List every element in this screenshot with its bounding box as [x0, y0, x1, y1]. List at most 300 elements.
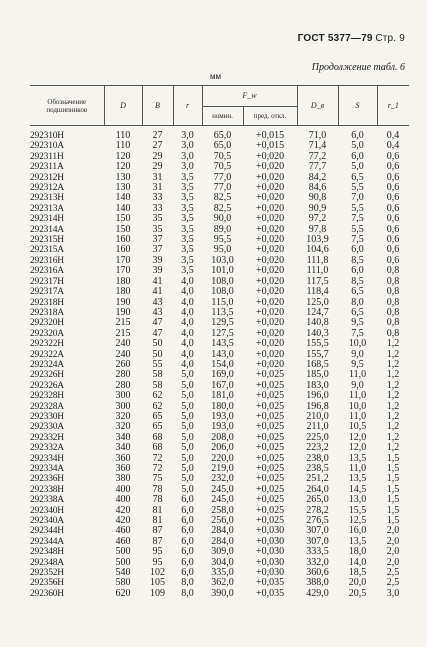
col-designation: Обозначение подшипников	[30, 86, 104, 126]
outer-diameter-cell: 140	[115, 193, 131, 204]
fw-nominal-cell: 284,0	[211, 526, 234, 537]
dv-cell: 388,0	[306, 578, 329, 589]
designation-cell: 292338H	[30, 484, 64, 495]
s-cell: 13,5	[348, 474, 367, 485]
width-cell: 105	[150, 578, 165, 589]
table-row	[30, 162, 409, 172]
fw-deviation-cell: +0,015	[255, 131, 285, 141]
s-cell: 5,5	[351, 183, 364, 194]
radius-cell: 3,5	[181, 235, 194, 246]
table-row	[30, 277, 409, 287]
s-cell: 7,5	[351, 214, 364, 225]
fw-nominal-cell: 89,0	[213, 224, 232, 235]
fw-nominal-cell: 113,5	[211, 307, 234, 318]
outer-diameter-cell: 340	[115, 432, 131, 443]
fw-deviation-cell: +0,020	[255, 297, 285, 308]
radius-cell: 3,0	[181, 131, 194, 141]
col-width: B	[142, 86, 173, 126]
width-cell: 39	[152, 266, 163, 277]
fw-nominal-cell: 115,0	[211, 297, 234, 308]
designation-cell: 292334H	[30, 453, 64, 464]
width-cell: 35	[152, 224, 163, 235]
fw-nominal-cell: 245,0	[211, 495, 234, 506]
r1-cell: 0,8	[386, 328, 400, 339]
outer-diameter-cell: 380	[115, 474, 131, 485]
dv-cell: 125,0	[306, 297, 329, 308]
outer-diameter-cell: 300	[115, 391, 131, 402]
width-cell: 65	[152, 422, 163, 433]
designation-cell: 292312H	[30, 172, 64, 183]
r1-cell: 1,2	[386, 401, 400, 412]
designation-cell: 292330H	[30, 411, 64, 422]
table-row	[30, 454, 409, 464]
r1-cell: 1,2	[386, 422, 400, 433]
table-row	[30, 558, 409, 568]
designation-cell: 292310H	[30, 131, 64, 141]
fw-deviation-cell: +0,025	[255, 474, 285, 485]
fw-nominal-cell: 256,0	[211, 516, 234, 527]
s-cell: 6,0	[351, 151, 364, 162]
radius-cell: 6,0	[181, 505, 194, 516]
width-cell: 81	[152, 516, 163, 527]
width-cell: 50	[152, 349, 163, 360]
col-radius: r	[173, 86, 202, 126]
fw-nominal-cell: 70,5	[213, 162, 232, 173]
table-row	[30, 412, 409, 422]
dv-cell: 238,5	[306, 464, 329, 474]
dv-cell: 333,5	[306, 547, 329, 558]
dv-cell: 332,0	[306, 557, 329, 568]
designation-cell: 292313A	[30, 203, 64, 214]
outer-diameter-cell: 500	[115, 547, 131, 558]
table-row	[30, 547, 409, 557]
dv-cell: 103,9	[306, 235, 329, 246]
s-cell: 14,0	[348, 557, 367, 568]
fw-deviation-cell: +0,030	[255, 547, 285, 558]
fw-deviation-cell: +0,020	[255, 255, 285, 266]
dv-cell: 84,6	[308, 183, 327, 194]
table-row	[30, 235, 409, 245]
fw-nominal-cell: 101,0	[211, 266, 234, 277]
dv-cell: 140,8	[306, 318, 329, 329]
dv-cell: 185,0	[306, 370, 329, 381]
s-cell: 5,5	[351, 203, 364, 214]
designation-cell: 292313H	[30, 193, 64, 204]
fw-deviation-cell: +0,020	[255, 359, 285, 370]
designation-cell: 292318A	[30, 307, 64, 318]
fw-deviation-cell: +0,025	[255, 443, 285, 454]
width-cell: 95	[152, 557, 163, 568]
table-row	[30, 381, 409, 391]
outer-diameter-cell: 320	[115, 411, 131, 422]
designation-cell: 292344A	[30, 536, 64, 547]
s-cell: 14,5	[348, 484, 367, 495]
radius-cell: 3,5	[181, 245, 194, 256]
page-header	[298, 33, 405, 44]
r1-cell: 0,6	[386, 151, 400, 162]
radius-cell: 3,5	[181, 203, 194, 214]
outer-diameter-cell: 580	[115, 578, 131, 589]
radius-cell: 6,0	[181, 568, 194, 579]
width-cell: 43	[152, 307, 163, 318]
table-row	[30, 131, 409, 141]
table-row	[30, 537, 409, 547]
radius-cell: 6,0	[181, 536, 194, 547]
s-cell: 15,5	[348, 505, 367, 516]
width-cell: 78	[152, 484, 163, 495]
s-cell: 18,0	[348, 547, 367, 558]
width-cell: 95	[152, 547, 163, 558]
r1-cell: 1,5	[386, 464, 400, 474]
s-cell: 16,0	[348, 526, 367, 537]
fw-nominal-cell: 193,0	[211, 422, 234, 433]
width-cell: 72	[152, 464, 163, 474]
width-cell: 27	[152, 131, 163, 141]
radius-cell: 4,0	[181, 339, 194, 350]
width-cell: 35	[152, 214, 163, 225]
s-cell: 10,0	[348, 401, 367, 412]
radius-cell: 3,5	[181, 266, 194, 277]
designation-cell: 292322H	[30, 339, 64, 350]
fw-nominal-cell: 143,0	[211, 349, 234, 360]
table-row	[30, 214, 409, 224]
fw-deviation-cell: +0,020	[255, 162, 285, 173]
designation-cell: 292310A	[30, 141, 64, 152]
table-row	[30, 298, 409, 308]
outer-diameter-cell: 260	[115, 359, 131, 370]
fw-nominal-cell: 309,0	[211, 547, 234, 558]
table-body	[30, 126, 409, 600]
fw-nominal-cell: 304,0	[211, 557, 234, 568]
table-row	[30, 318, 409, 328]
designation-cell: 292316H	[30, 255, 64, 266]
r1-cell: 2,0	[386, 526, 400, 537]
table-row	[30, 485, 409, 495]
outer-diameter-cell: 420	[115, 505, 131, 516]
dv-cell: 155,7	[306, 349, 329, 360]
outer-diameter-cell: 240	[115, 339, 131, 350]
width-cell: 62	[152, 391, 163, 402]
radius-cell: 4,0	[181, 307, 194, 318]
r1-cell: 1,5	[386, 453, 400, 464]
outer-diameter-cell: 160	[115, 245, 131, 256]
col-dv: D_в	[297, 86, 338, 126]
designation-cell: 292330A	[30, 422, 64, 433]
outer-diameter-cell: 215	[115, 318, 131, 329]
fw-deviation-cell: +0,020	[255, 235, 285, 246]
unit-label: мм	[210, 72, 221, 81]
outer-diameter-cell: 150	[115, 224, 131, 235]
width-cell: 102	[150, 568, 165, 579]
col-fw-nominal: номин.	[202, 107, 243, 126]
dv-cell: 97,2	[308, 214, 327, 225]
fw-nominal-cell: 82,5	[213, 203, 232, 214]
width-cell: 87	[152, 526, 163, 537]
width-cell: 29	[152, 162, 163, 173]
designation-cell: 292314H	[30, 214, 64, 225]
dv-cell: 307,0	[306, 526, 329, 537]
s-cell: 11,0	[348, 411, 367, 422]
radius-cell: 8,0	[181, 578, 194, 589]
outer-diameter-cell: 150	[115, 214, 131, 225]
radius-cell: 6,0	[181, 547, 194, 558]
radius-cell: 3,0	[181, 151, 194, 162]
table-row	[30, 256, 409, 266]
designation-cell: 292324A	[30, 359, 64, 370]
s-cell: 5,5	[351, 224, 364, 235]
designation-cell: 292338A	[30, 495, 64, 506]
outer-diameter-cell: 420	[115, 516, 131, 527]
width-cell: 58	[152, 380, 163, 391]
dv-cell: 223,2	[306, 443, 329, 454]
width-cell: 39	[152, 255, 163, 266]
fw-nominal-cell: 335,0	[211, 568, 234, 579]
s-cell: 11,0	[348, 391, 367, 402]
s-cell: 8,5	[351, 276, 364, 287]
outer-diameter-cell: 460	[115, 526, 131, 537]
s-cell: 5,0	[351, 162, 364, 173]
table-row	[30, 422, 409, 432]
width-cell: 41	[152, 276, 163, 287]
fw-deviation-cell: +0,025	[255, 391, 285, 402]
outer-diameter-cell: 280	[115, 370, 131, 381]
outer-diameter-cell: 140	[115, 203, 131, 214]
dv-cell: 124,7	[306, 307, 329, 318]
width-cell: 68	[152, 432, 163, 443]
width-cell: 37	[152, 235, 163, 246]
width-cell: 109	[150, 588, 165, 599]
r1-cell: 0,6	[386, 224, 400, 235]
dv-cell: 238,0	[306, 453, 329, 464]
outer-diameter-cell: 320	[115, 422, 131, 433]
radius-cell: 5,0	[181, 474, 194, 485]
fw-deviation-cell: +0,020	[255, 193, 285, 204]
fw-deviation-cell: +0,020	[255, 203, 285, 214]
fw-nominal-cell: 127,5	[211, 328, 234, 339]
r1-cell: 0,8	[386, 297, 400, 308]
table-row	[30, 391, 409, 401]
width-cell: 65	[152, 411, 163, 422]
radius-cell: 5,0	[181, 453, 194, 464]
r1-cell: 0,6	[386, 255, 400, 266]
r1-cell: 0,6	[386, 203, 400, 214]
s-cell: 12,5	[348, 516, 367, 527]
s-cell: 5,0	[351, 141, 364, 152]
width-cell: 33	[152, 193, 163, 204]
fw-deviation-cell: +0,035	[255, 588, 285, 599]
dv-cell: 168,5	[306, 359, 329, 370]
outer-diameter-cell: 620	[115, 588, 131, 599]
fw-deviation-cell: +0,030	[255, 526, 285, 537]
fw-deviation-cell: +0,030	[255, 536, 285, 547]
radius-cell: 4,0	[181, 318, 194, 329]
table-row	[30, 578, 409, 588]
s-cell: 10,5	[348, 422, 367, 433]
r1-cell: 1,2	[386, 391, 400, 402]
s-cell: 12,0	[348, 432, 367, 443]
outer-diameter-cell: 340	[115, 443, 131, 454]
outer-diameter-cell: 190	[115, 307, 131, 318]
fw-deviation-cell: +0,025	[255, 422, 285, 433]
radius-cell: 4,0	[181, 297, 194, 308]
radius-cell: 3,5	[181, 172, 194, 183]
width-cell: 47	[152, 318, 163, 329]
outer-diameter-cell: 120	[115, 151, 131, 162]
s-cell: 6,0	[351, 245, 364, 256]
s-cell: 9,0	[351, 380, 364, 391]
dv-cell: 77,2	[308, 151, 327, 162]
radius-cell: 3,5	[181, 214, 194, 225]
bearing-dimensions-table	[30, 85, 409, 599]
standard-number: ГОСТ 5377—79	[297, 33, 373, 44]
r1-cell: 0,6	[386, 172, 400, 183]
s-cell: 13,0	[348, 495, 367, 506]
width-cell: 47	[152, 328, 163, 339]
designation-cell: 292316A	[30, 266, 64, 277]
width-cell: 58	[152, 370, 163, 381]
fw-deviation-cell: +0,035	[255, 578, 285, 589]
table-continuation-note: Продолжение табл. 6	[311, 62, 405, 73]
table-row	[30, 183, 409, 193]
fw-deviation-cell: +0,025	[255, 495, 285, 506]
dv-cell: 90,8	[308, 193, 327, 204]
outer-diameter-cell: 160	[115, 235, 131, 246]
table-row	[30, 589, 409, 599]
fw-nominal-cell: 219,0	[211, 464, 234, 474]
dv-cell: 251,2	[306, 474, 329, 485]
fw-deviation-cell: +0,020	[255, 151, 285, 162]
radius-cell: 3,0	[181, 162, 194, 173]
designation-cell: 292328H	[30, 391, 64, 402]
fw-nominal-cell: 77,0	[213, 172, 232, 183]
r1-cell: 1,2	[386, 339, 400, 350]
dv-cell: 196,0	[306, 391, 329, 402]
r1-cell: 0,8	[386, 307, 400, 318]
r1-cell: 1,2	[386, 359, 400, 370]
s-cell: 7,5	[351, 328, 364, 339]
r1-cell: 1,2	[386, 443, 400, 454]
r1-cell: 0,6	[386, 245, 400, 256]
dv-cell: 276,5	[306, 516, 329, 527]
r1-cell: 2,5	[386, 568, 400, 579]
width-cell: 41	[152, 287, 163, 298]
table-row	[30, 433, 409, 443]
fw-deviation-cell: +0,020	[255, 276, 285, 287]
page-number: Стр. 9	[375, 33, 405, 44]
fw-nominal-cell: 193,0	[211, 411, 234, 422]
s-cell: 6,5	[351, 172, 364, 183]
width-cell: 31	[152, 183, 163, 194]
fw-nominal-cell: 108,0	[211, 287, 234, 298]
fw-nominal-cell: 220,0	[211, 453, 234, 464]
radius-cell: 5,0	[181, 380, 194, 391]
outer-diameter-cell: 110	[115, 141, 131, 152]
outer-diameter-cell: 540	[115, 568, 131, 579]
radius-cell: 4,0	[181, 328, 194, 339]
table-row	[30, 266, 409, 276]
s-cell: 13,5	[348, 536, 367, 547]
col-outer-diameter: D	[104, 86, 142, 126]
dv-cell: 210,0	[306, 411, 329, 422]
designation-cell: 292336H	[30, 474, 64, 485]
fw-nominal-cell: 70,5	[213, 151, 232, 162]
width-cell: 50	[152, 339, 163, 350]
radius-cell: 3,5	[181, 193, 194, 204]
radius-cell: 3,5	[181, 255, 194, 266]
table-row	[30, 474, 409, 484]
table-row	[30, 370, 409, 380]
s-cell: 6,0	[351, 266, 364, 277]
fw-nominal-cell: 284,0	[211, 536, 234, 547]
table-row	[30, 287, 409, 297]
r1-cell: 1,2	[386, 370, 400, 381]
radius-cell: 5,0	[181, 484, 194, 495]
table-row	[30, 443, 409, 453]
fw-nominal-cell: 82,5	[213, 193, 232, 204]
r1-cell: 0,6	[386, 214, 400, 225]
dv-cell: 97,8	[308, 224, 327, 235]
designation-cell: 292318H	[30, 297, 64, 308]
table-row	[30, 568, 409, 578]
dv-cell: 225,0	[306, 432, 329, 443]
radius-cell: 3,5	[181, 183, 194, 194]
fw-deviation-cell: +0,015	[255, 141, 285, 152]
col-s: S	[338, 86, 377, 126]
r1-cell: 3,0	[386, 588, 400, 599]
r1-cell: 0,6	[386, 162, 400, 173]
fw-nominal-cell: 180,0	[211, 401, 234, 412]
outer-diameter-cell: 400	[115, 495, 131, 506]
fw-nominal-cell: 206,0	[211, 443, 234, 454]
s-cell: 6,0	[351, 131, 364, 141]
outer-diameter-cell: 170	[115, 266, 131, 277]
outer-diameter-cell: 360	[115, 464, 131, 474]
designation-cell: 292332H	[30, 432, 64, 443]
width-cell: 37	[152, 245, 163, 256]
radius-cell: 6,0	[181, 526, 194, 537]
dv-cell: 118,4	[306, 287, 329, 298]
designation-cell: 292317H	[30, 276, 64, 287]
s-cell: 10,0	[348, 339, 367, 350]
r1-cell: 1,5	[386, 505, 400, 516]
radius-cell: 5,0	[181, 464, 194, 474]
fw-nominal-cell: 103,0	[211, 255, 234, 266]
outer-diameter-cell: 130	[115, 183, 131, 194]
width-cell: 72	[152, 453, 163, 464]
designation-cell: 292326H	[30, 370, 64, 381]
radius-cell: 5,0	[181, 422, 194, 433]
width-cell: 55	[152, 359, 163, 370]
radius-cell: 5,0	[181, 411, 194, 422]
dv-cell: 117,5	[306, 276, 329, 287]
table-row	[30, 204, 409, 214]
fw-deviation-cell: +0,020	[255, 307, 285, 318]
radius-cell: 5,0	[181, 432, 194, 443]
table-row	[30, 495, 409, 505]
dv-cell: 155,5	[306, 339, 329, 350]
designation-cell: 292344H	[30, 526, 64, 537]
fw-deviation-cell: +0,025	[255, 464, 285, 474]
designation-cell: 292320A	[30, 328, 64, 339]
r1-cell: 0,6	[386, 183, 400, 194]
fw-nominal-cell: 95,0	[213, 245, 232, 256]
s-cell: 20,5	[348, 588, 367, 599]
fw-nominal-cell: 362,0	[211, 578, 234, 589]
outer-diameter-cell: 190	[115, 297, 131, 308]
r1-cell: 0,4	[386, 131, 400, 141]
s-cell: 9,5	[351, 359, 364, 370]
dv-cell: 264,0	[306, 484, 329, 495]
